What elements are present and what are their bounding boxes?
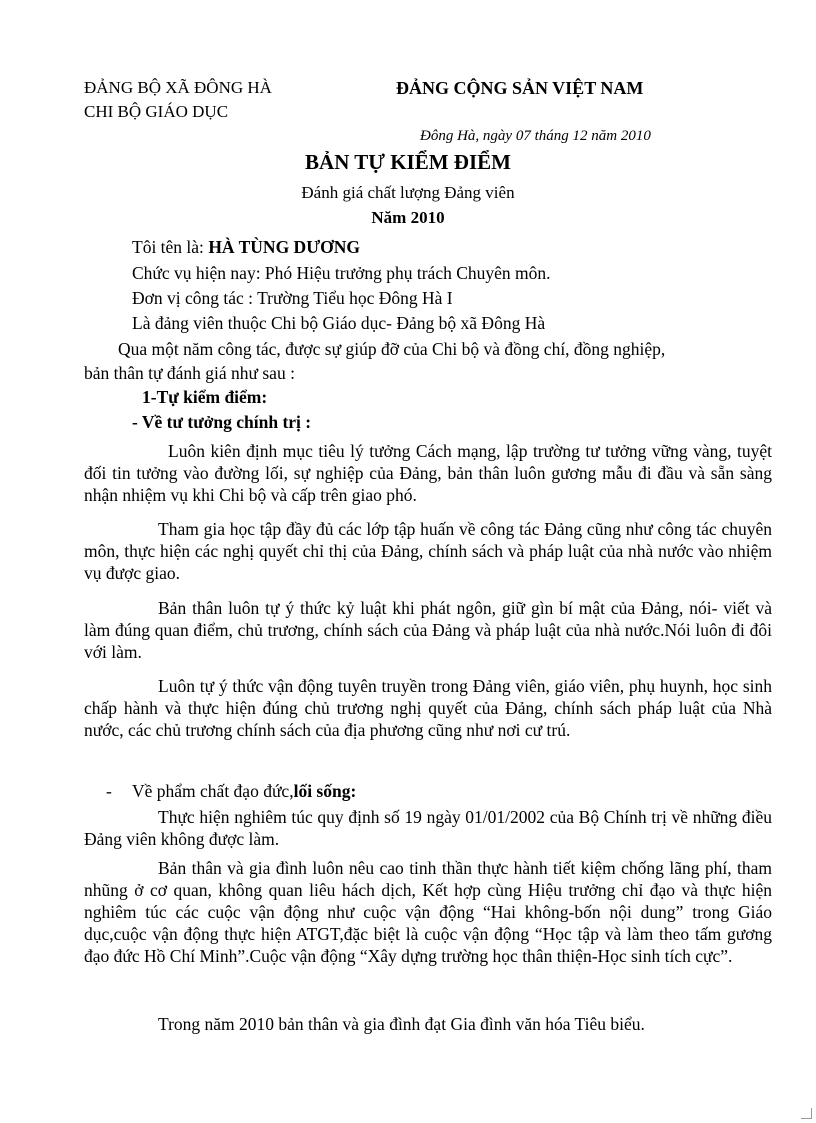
name-label: Tôi tên là: xyxy=(132,237,209,257)
page-corner-mark xyxy=(801,1108,812,1119)
paragraph-political-3: Bản thân luôn tự ý thức kỷ luật khi phát ngôn, giữ gìn bí mật của Đảng, nói- viết và làm đúng quan điểm, chủ trương, chính sách của Đảng và pháp luật của nhà nước.Nói luôn đi đôi với làm. xyxy=(84,598,772,662)
party-cell-name: CHI BỘ GIÁO DỤC xyxy=(84,102,229,121)
document-year: Năm 2010 xyxy=(371,208,445,227)
intro-line-1: Qua một năm công tác, được sự giúp đỡ của Chi bộ và đồng chí, đồng nghiệp, xyxy=(118,339,666,359)
subheading-ethics xyxy=(132,780,356,802)
paragraph-ethics-2: Bản thân và gia đình luôn nêu cao tinh thần thực hành tiết kiệm chống lãng phí, tham nhũng ở cơ quan, không quan liêu hách dịch, Kết hợp cùng Hiệu trưởng chỉ đạo và thực hiện nghiêm túc các cuộc vận động như cuộc vận động “Hai không-bốn nội dung” trong Giáo dục,cuộc vận động thực hiện ATGT,đặc biệt là cuộc vận động “Học tập và làm theo tấm gương đạo đức Hồ Chí Minh”.Cuộc vận động “Xây dựng trường học thân thiện-Học sinh tích cực”. xyxy=(84,858,772,966)
document-date: Đông Hà, ngày 07 tháng 12 năm 2010 xyxy=(420,128,651,144)
paragraph-political-1: Luôn kiên định mục tiêu lý tưởng Cách mạng, lập trường tư tưởng vững vàng, tuyệt đối tin tưởng vào đường lối, sự nghiệp của Đảng, bản thân luôn gương mẫu đi đầu và sẵn sàng nhận nhiệm vụ khi Chi bộ và cấp trên giao phó. xyxy=(84,441,772,505)
document-subtitle: Đánh giá chất lượng Đảng viên xyxy=(301,183,515,202)
membership-line: Là đảng viên thuộc Chi bộ Giáo dục- Đảng bộ xã Đông Hà xyxy=(132,313,546,333)
paragraph-ethics-1: Thực hiện nghiêm túc quy định số 19 ngày 01/01/2002 của Bộ Chính trị về những điều Đảng viên không được làm. xyxy=(84,807,772,849)
subheading-political-ideology: - Về tư tưởng chính trị : xyxy=(132,412,312,432)
paragraph-political-4: Luôn tự ý thức vận động tuyên truyền trong Đảng viên, giáo viên, phụ huynh, học sinh chấp hành và thực hiện đúng chủ trương nghị quyết của Đảng, chính sách pháp luật của Nhà nước, các chủ trương chính sách của địa phương cũng như nơi cư trú. xyxy=(84,676,772,740)
section-heading-self-review: 1-Tự kiểm điểm: xyxy=(142,387,268,407)
unit-line: Đơn vị công tác : Trường Tiểu học Đông Hà I xyxy=(132,288,453,308)
subheading-ethics-bold: lối sống: xyxy=(293,781,357,801)
document-title: BẢN TỰ KIỂM ĐIỂM xyxy=(305,150,511,174)
paragraph-political-2: Tham gia học tập đầy đủ các lớp tập huấn về công tác Đảng cũng như công tác chuyên môn, thực hiện các nghị quyết chỉ thị của Đảng, chính sách và pháp luật của nhà nước vào nhiệm vụ được giao. xyxy=(84,519,772,583)
paragraph-ethics-3: Trong năm 2010 bản thân và gia đình đạt Gia đình văn hóa Tiêu biểu. xyxy=(158,1014,645,1034)
position-line: Chức vụ hiện nay: Phó Hiệu trưởng phụ trách Chuyên môn. xyxy=(132,263,551,283)
party-committee-name: ĐẢNG BỘ XÃ ĐÔNG HÀ xyxy=(84,78,272,97)
party-name-header: ĐẢNG CỘNG SẢN VIỆT NAM xyxy=(396,78,644,98)
name-value: HÀ TÙNG DƯƠNG xyxy=(208,237,360,257)
intro-line-2: bản thân tự đánh giá như sau : xyxy=(84,363,295,383)
subheading-ethics-dash: - xyxy=(106,781,112,801)
name-line xyxy=(132,236,360,258)
subheading-ethics-text: Về phẩm chất đạo đức, xyxy=(132,781,294,801)
party-committee-header xyxy=(84,76,272,124)
